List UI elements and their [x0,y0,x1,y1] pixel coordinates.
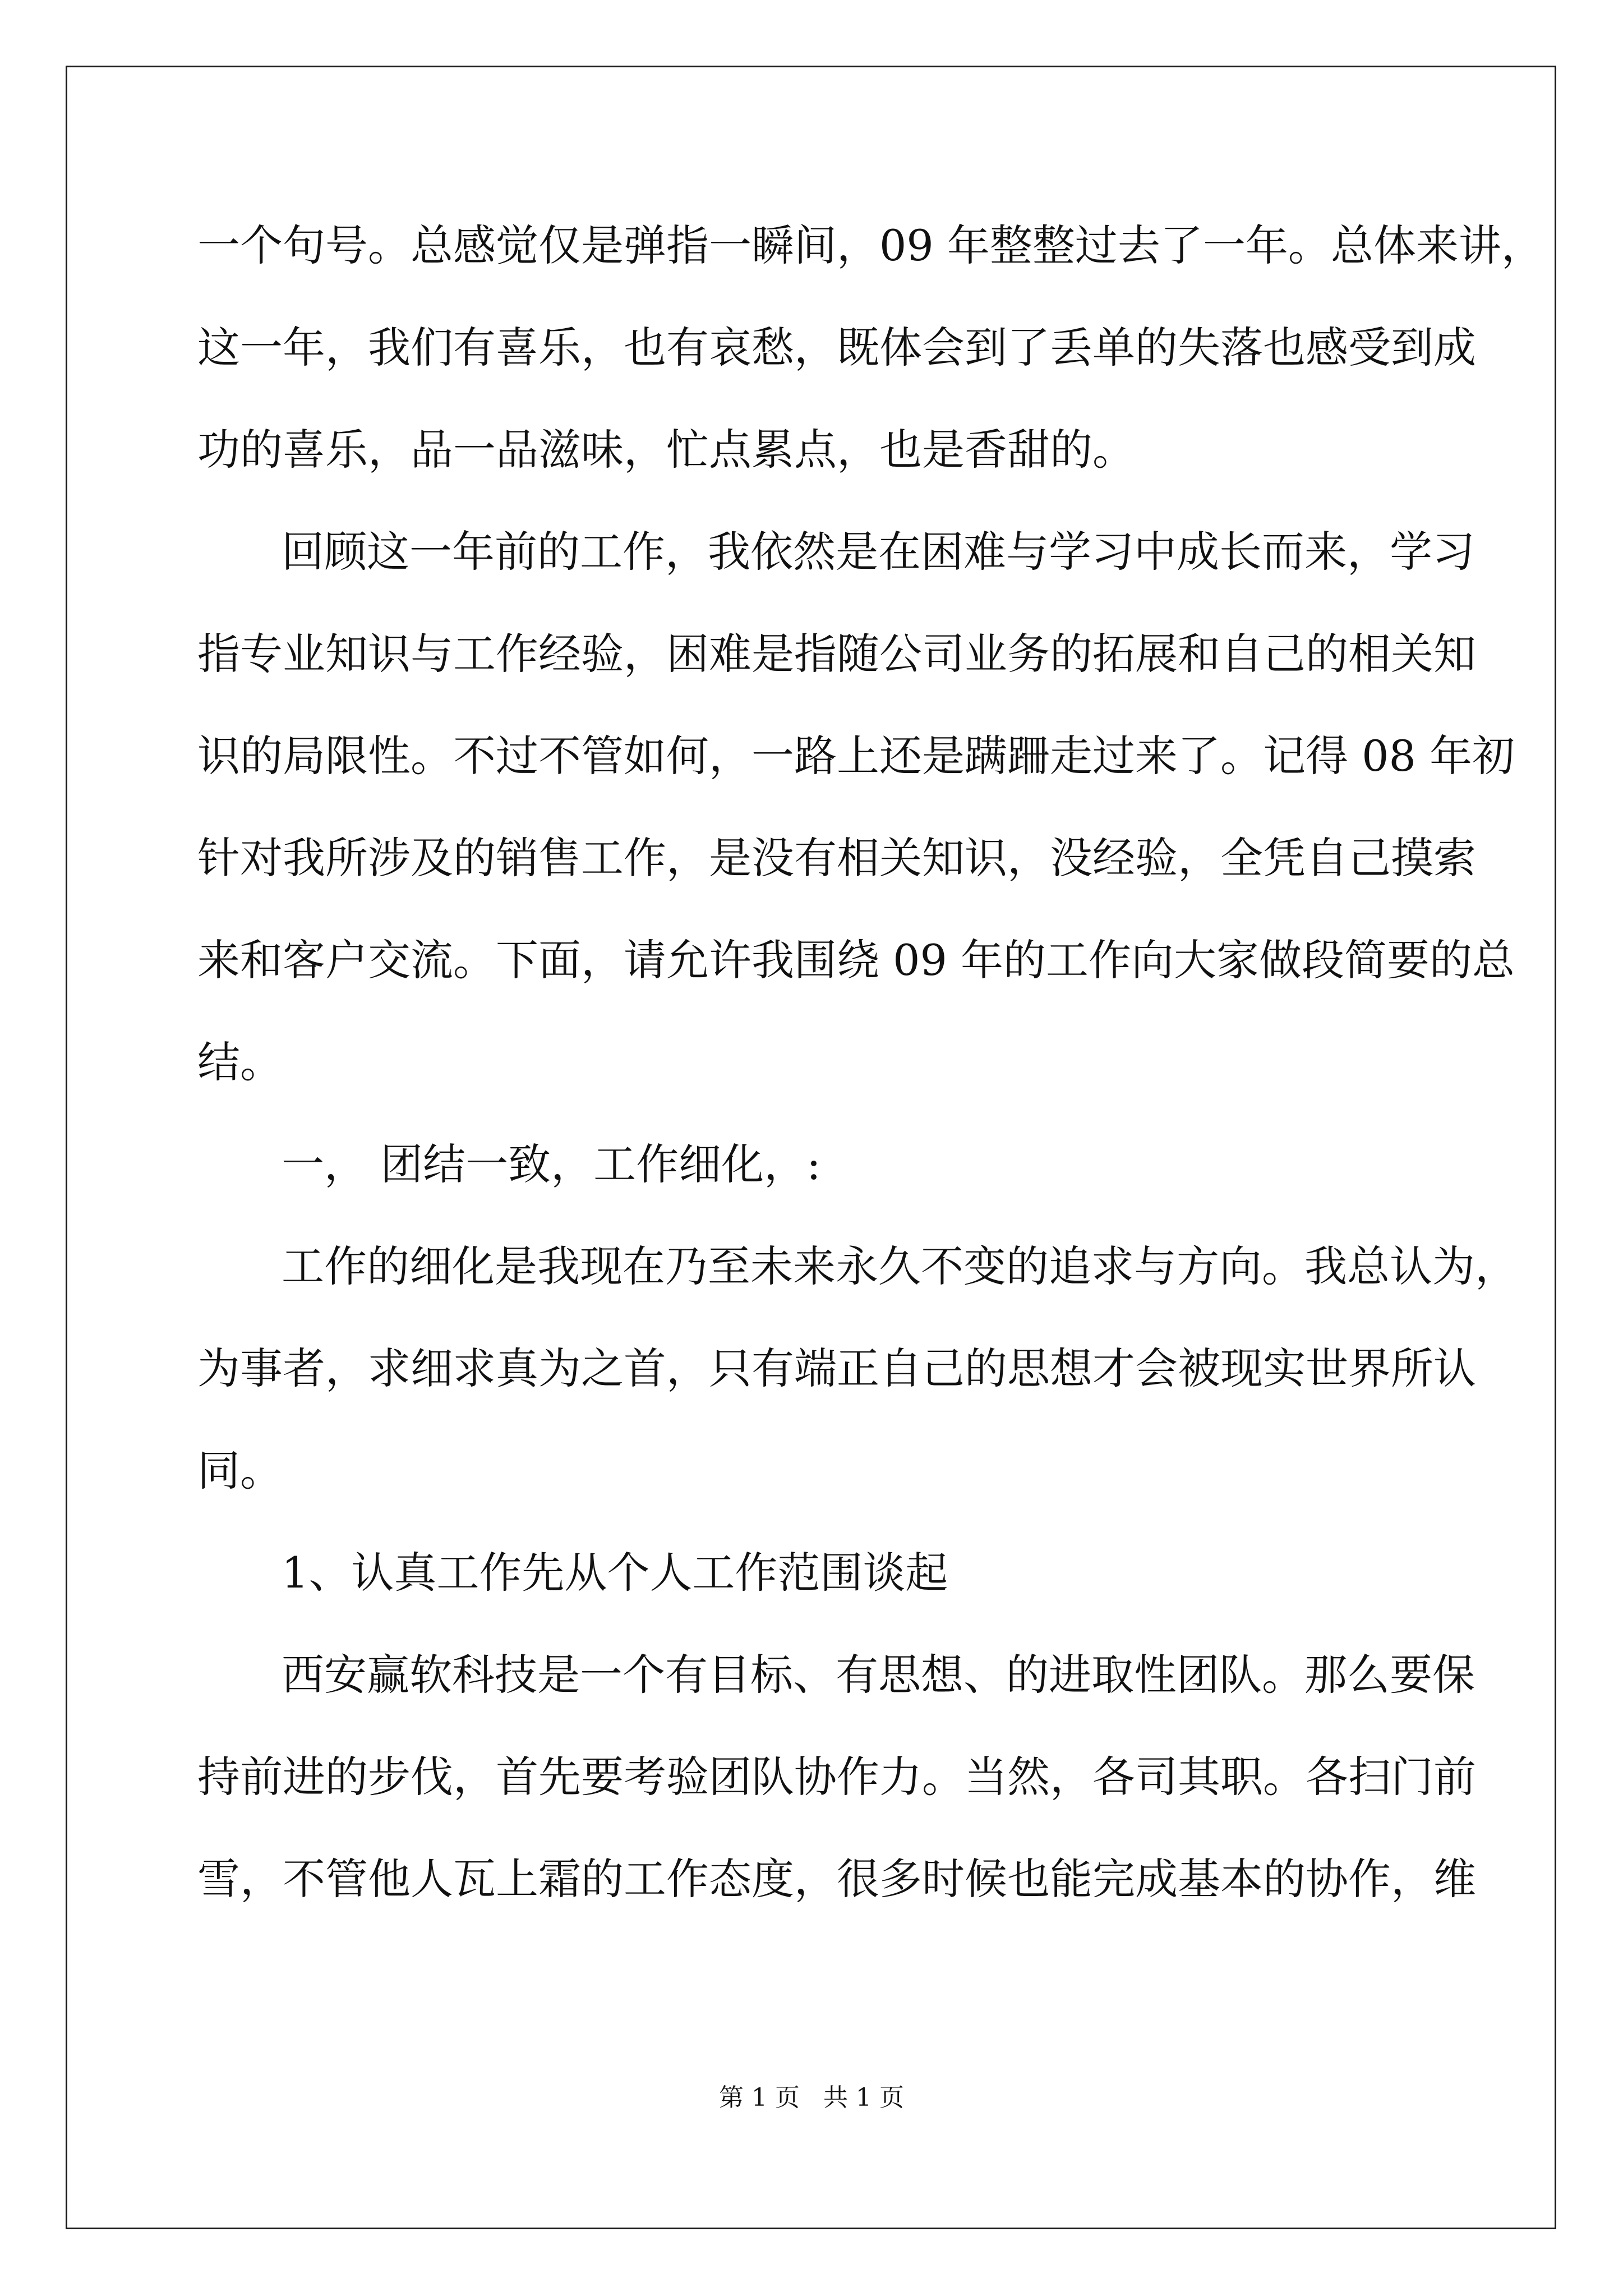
text-line: 为事者，求细求真为之首，只有端正自己的思想才会被现实世界所认 [197,1343,1476,1393]
text-line: 一个句号。总感觉仅是弹指一瞬间，09 年整整过去了一年。总体来讲， [197,220,1544,270]
text-line: 针对我所涉及的销售工作，是没有相关知识，没经验，全凭自己摸索 [197,833,1476,883]
subsection-heading: 1、认真工作先从个人工作范围谈起 [282,1548,948,1598]
text-line: 来和客户交流。下面，请允许我围绕 09 年的工作向大家做段简要的总 [197,935,1515,985]
paragraph-start: 西安赢软科技是一个有目标、有思想、的进取性团队。那么要保 [282,1650,1475,1700]
paragraph-start: 工作的细化是我现在乃至未来永久不变的追求与方向。我总认为， [282,1241,1518,1291]
text-line: 雪，不管他人瓦上霜的工作态度，很多时候也能完成基本的协作，维 [197,1854,1476,1904]
page-footer [0,2081,1623,2115]
page-number: 第 1 页 共 1 页 [719,2083,904,2112]
text-line: 指专业知识与工作经验，困难是指随公司业务的拓展和自己的相关知 [197,629,1476,679]
text-line: 结。 [197,1037,283,1087]
text-line: 这一年，我们有喜乐，也有哀愁，既体会到了丢单的失落也感受到成 [197,323,1476,372]
text-line: 同。 [197,1446,283,1496]
text-line: 功的喜乐，品一品滋味，忙点累点，也是香甜的。 [197,425,1135,475]
text-line: 持前进的步伐，首先要考验团队协作力。当然，各司其职。各扫门前 [197,1752,1476,1802]
text-line: 识的局限性。不过不管如何，一路上还是蹒跚走过来了。记得 08 年初 [197,731,1515,781]
section-heading: 一， 团结一致，工作细化，: [282,1139,821,1189]
paragraph-start: 回顾这一年前的工作，我依然是在困难与学习中成长而来，学习 [282,527,1475,577]
